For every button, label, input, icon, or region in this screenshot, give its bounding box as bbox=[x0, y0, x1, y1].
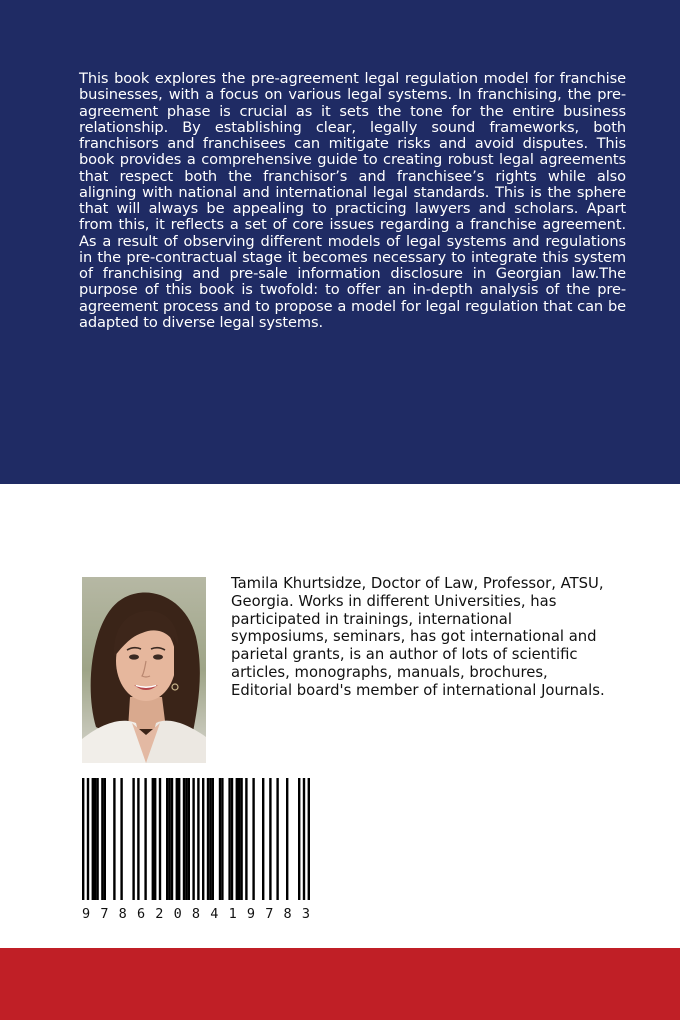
barcode-bar bbox=[104, 778, 106, 900]
barcode-bar bbox=[152, 778, 154, 900]
barcode-bar bbox=[276, 778, 278, 900]
barcode-bar bbox=[92, 778, 94, 900]
barcode-bar bbox=[209, 778, 211, 900]
barcode-bar bbox=[245, 778, 247, 900]
barcode-bar bbox=[240, 778, 242, 900]
book-description: This book explores the pre-agreement legal regulation model for franchise businesses, with a focus on various legal systems. In franchising, the pre-agreement phase is crucial as it sets the tone for the entire business relationship. By establishing clear, legally sound frameworks, both franchisors and franchisees can mitigate risks and avoid disputes. This book provides a comprehensive guide to creating robust legal agreements that respect both the franchisor’s and franchisee’s rights while also aligning with national and international legal standards. This is the sphere that will always be appealing to practicing lawyers and scholars. Apart from this, it reflects a set of core issues regarding a franchise agreement. As a result of observing different models of legal systems and regulations in the pre-contractual stage it becomes necessary to integrate this system of franchising and pre-sale information disclosure in Georgian law.The purpose of this book is twofold: to offer an in-depth analysis of the pre-agreement process and to propose a model for legal regulation that can be adapted to diverse legal systems. bbox=[79, 70, 626, 331]
barcode-bar bbox=[303, 778, 305, 900]
barcode-bar bbox=[212, 778, 214, 900]
barcode-bar bbox=[262, 778, 264, 900]
isbn-digits: 9786208419783 bbox=[82, 906, 310, 922]
barcode-bar bbox=[238, 778, 240, 900]
barcode-bar bbox=[166, 778, 168, 900]
barcode-bar bbox=[82, 778, 84, 900]
barcode-graphic bbox=[76, 774, 316, 922]
barcode-bar bbox=[87, 778, 89, 900]
top-blue-panel bbox=[0, 0, 680, 484]
barcode-bar bbox=[171, 778, 173, 900]
barcode-bar bbox=[269, 778, 271, 900]
barcode-bar bbox=[219, 778, 221, 900]
barcode-bar bbox=[221, 778, 223, 900]
barcode-bar bbox=[154, 778, 156, 900]
barcode-bar bbox=[236, 778, 238, 900]
barcode-bar bbox=[101, 778, 103, 900]
barcode-bar bbox=[183, 778, 185, 900]
barcode-bar bbox=[113, 778, 115, 900]
barcode-bar bbox=[286, 778, 288, 900]
barcode-bar bbox=[185, 778, 187, 900]
author-bio: Tamila Khurtsidze, Doctor of Law, Professor, ATSU, Georgia. Works in different Universities, has participated in trainings, international symposiums, seminars, has got international and parietal grants, is an author of lots of scientific articles, monographs, manuals, brochures, Editorial board's member of international Journals. bbox=[231, 575, 605, 699]
author-photo bbox=[82, 577, 206, 763]
barcode-bar bbox=[192, 778, 194, 900]
bottom-red-band bbox=[0, 948, 680, 1020]
barcode-bar bbox=[132, 778, 134, 900]
barcode-bar bbox=[228, 778, 230, 900]
barcode-bar bbox=[207, 778, 209, 900]
barcode-bar bbox=[144, 778, 146, 900]
isbn-barcode bbox=[76, 774, 316, 922]
barcode-bar bbox=[202, 778, 204, 900]
barcode-bar bbox=[298, 778, 300, 900]
barcode-bar bbox=[178, 778, 180, 900]
barcode-bar bbox=[168, 778, 170, 900]
barcode-bar bbox=[120, 778, 122, 900]
barcode-bar bbox=[96, 778, 98, 900]
barcode-bar bbox=[231, 778, 233, 900]
author-portrait-image bbox=[82, 577, 206, 763]
barcode-bar bbox=[176, 778, 178, 900]
barcode-bar bbox=[159, 778, 161, 900]
barcode-bar bbox=[197, 778, 199, 900]
barcode-bar bbox=[188, 778, 190, 900]
barcode-bar bbox=[308, 778, 310, 900]
barcode-bar bbox=[137, 778, 139, 900]
barcode-bar bbox=[94, 778, 96, 900]
barcode-bar bbox=[252, 778, 254, 900]
